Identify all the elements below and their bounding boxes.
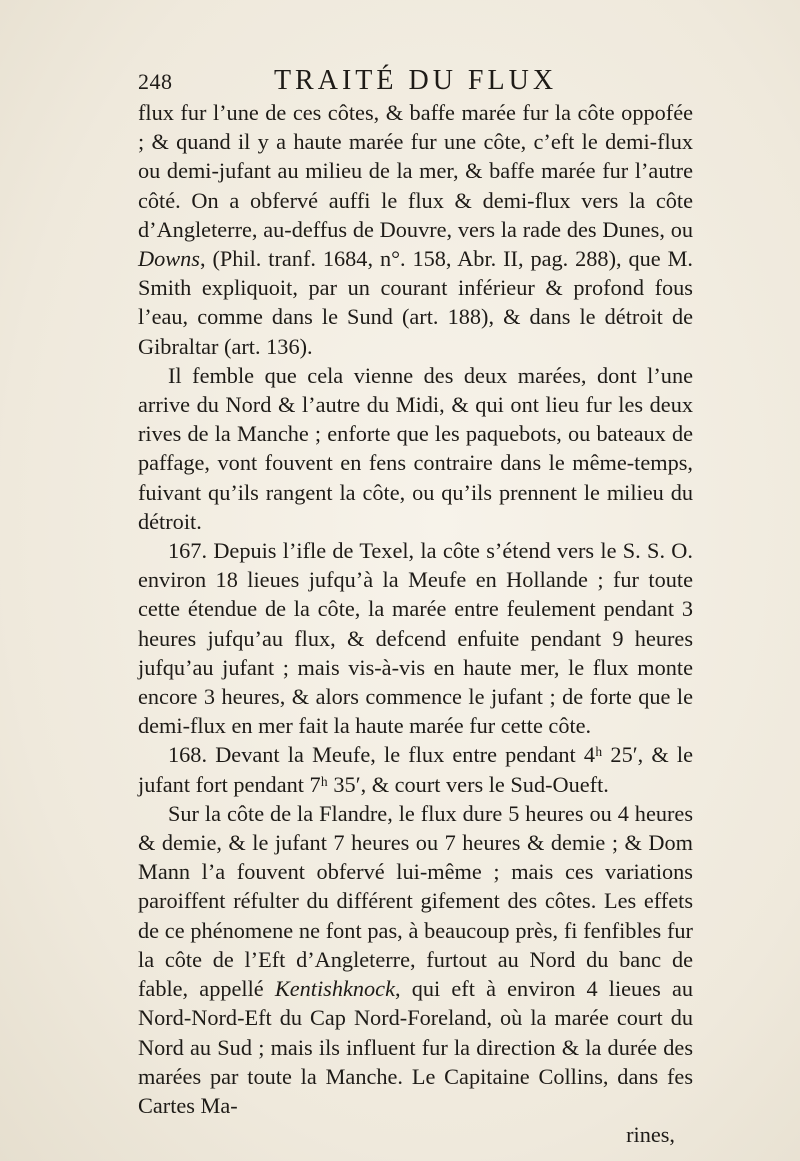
text-segment: Sur la côte de la Flandre, le flux dure 5 heures ou 4 heures & demie, & le jufant 7 heures ou 7 heures & demie ; & Dom Mann l’a fouvent obfervé lui-même ; mais ces variations paroiffent réfulter du différent gifement des côtes. Les effets de ce phénomene ne font pas, à beaucoup près, fi fenfibles fur la côte de l’Eft d’Angleterre, furtout au Nord du banc de fable, appellé	[138, 800, 693, 1002]
running-title: TRAITÉ DU FLUX	[273, 65, 558, 96]
text-segment: , (Phil. tranf. 1684, n°. 158, Abr. II, pag. 288), que M. Smith expliquoit, par un courant inférieur & profond fous l’eau, comme dans le Sund (art. 188), & dans le détroit de Gibraltar (art. 136).	[138, 246, 693, 359]
paragraph	[138, 536, 693, 740]
text-segment: , qui eft à environ 4 lieues au Nord-Nord-Eft du Cap Nord-Foreland, où la marée court du Nord au Sud ; mais ils influent fur la direction & la durée des marées par toute la Manche. Le Capitaine Collins, dans fes Cartes Ma-	[138, 976, 693, 1118]
body-text	[138, 98, 693, 1149]
catchword	[138, 1120, 693, 1149]
text-segment: 168. Devant la Meufe, le flux entre pendant 4ʰ 25′, & le jufant fort pendant 7ʰ 35′, & court vers le Sud-Oueft.	[138, 742, 693, 797]
text-segment: rines,	[626, 1122, 675, 1148]
paragraph	[138, 98, 693, 361]
page-header	[138, 63, 693, 97]
italic-text: Kentishknock	[274, 976, 395, 1002]
text-segment: flux fur l’une de ces côtes, & baffe marée fur la côte oppofée ; & quand il y a haute marée fur une côte, c’eft le demi-flux ou demi-jufant au milieu de la mer, & baffe marée fur l’autre côté. On a obfervé auffi le flux & demi-flux vers la côte d’Angleterre, au-deffus de Douvre, vers la rade des Dunes, ou	[138, 100, 693, 242]
text-segment: Il femble que cela vienne des deux marées, dont l’une arrive du Nord & l’autre du Midi, & qui ont lieu fur les deux rives de la Manche ; enforte que les paquebots, ou bateaux de paffage, vont fouvent en fens contraire dans le même-temps, fuivant qu’ils rangent la côte, ou qu’ils prennent le milieu du détroit.	[138, 362, 693, 534]
paragraph	[138, 799, 693, 1120]
paragraph	[138, 740, 693, 798]
italic-text: Downs	[138, 246, 200, 272]
text-segment: 167. Depuis l’ifle de Texel, la côte s’étend vers le S. S. O. environ 18 lieues jufqu’à la Meufe en Hollande ; fur toute cette étendue de la côte, la marée entre feulement pendant 3 heures jufqu’au flux, & defcend enfuite pendant 9 heures jufqu’au jufant ; mais vis-à-vis en haute mer, le flux monte encore 3 heures, & alors commence le jufant ; de forte que le demi-flux en mer fait la haute marée fur cette côte.	[138, 538, 693, 739]
paragraph	[138, 361, 693, 536]
page-number: 248	[138, 69, 173, 94]
